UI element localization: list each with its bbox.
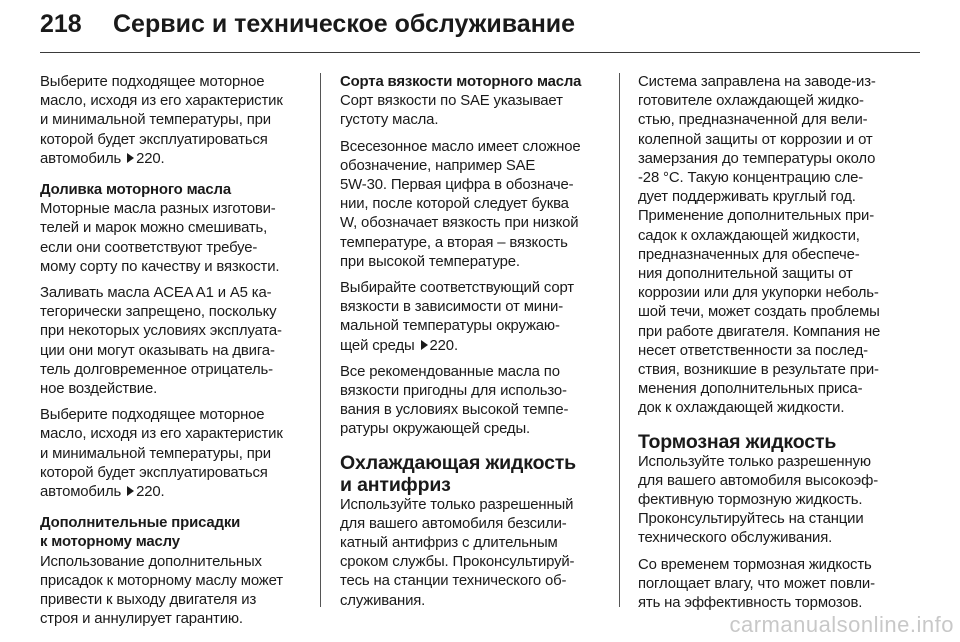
column-2	[340, 73, 620, 618]
paragraph: Сорт вязкости по SAE указывает густоту масла.	[340, 93, 563, 129]
section-oil-topping	[40, 181, 320, 502]
paragraph: Использование дополнительных присадок к моторному маслу может привести к выходу двигателя из строя и аннулирует гарантию.	[40, 553, 283, 628]
header-rule	[40, 52, 920, 53]
page-reference[interactable]: 220.	[125, 484, 164, 500]
column-3	[638, 73, 918, 620]
paragraph: Система заправлена на заводе-из- готовителе охлаждающей жидко- стью, предназначенной для вели- колепной защиты от коррозии и от замерзания до температуры около -28 °C. Такую концентрацию сле- дует поддерживать круглый год. Применение дополнительных при- садок к охлаждающей жидкости, предназначенных для обеспече- ния дополнительной защиты от коррозии или для укупорки неболь- шой течи, может создать проблемы при работе двигателя. Компания не несет ответственности за послед- ствия, возникшие в результате при- менения дополнительных приса- док к охлаждающей жидкости.	[638, 74, 881, 417]
paragraph: Используйте только разрешенную для вашего автомобиля высокоэф- фективную тормозную жидкость. Проконсультируйтесь на станции технического обслуживания.	[638, 453, 879, 547]
page-header	[0, 0, 960, 50]
column-1	[40, 73, 320, 641]
page-reference[interactable]: 220.	[419, 338, 458, 354]
page-number: 218	[40, 10, 82, 38]
reference-arrow-icon	[127, 486, 134, 496]
paragraph: Выберите подходящее моторное масло, исходя из его характеристик и минимальной температуры, при которой будет эксплуатироваться автомобиль 220.	[40, 407, 283, 501]
reference-arrow-icon	[421, 340, 428, 350]
reference-arrow-icon	[127, 153, 134, 163]
section-heading: Сорта вязкости моторного масла	[340, 74, 582, 90]
intro-block	[40, 73, 320, 169]
paragraph: Всесезонное масло имеет сложное обозначение, например SAE 5W-30. Первая цифра в обозначе- нии, после которой следует буква W, обозначает вязкость при низкой температуре, а вторая – вязкость при высокой температуре.	[340, 138, 581, 270]
page-title: Сервис и техническое обслуживание	[113, 10, 576, 38]
paragraph: Заливать масла ACEA A1 и A5 ка- тегорически запрещено, поскольку при некоторых условиях эксплуата- ции они могут оказывать на двига- тель долговременное отрицатель- ное воздействие.	[40, 285, 282, 398]
page-reference[interactable]: 220.	[125, 151, 164, 167]
paragraph: Со временем тормозная жидкость поглощает влагу, что может повли- ять на эффективность тормозов.	[638, 556, 875, 612]
paragraph: Все рекомендованные масла по вязкости пригодны для использо- вания в условиях высокой темпе- ратуры окружающей среды.	[340, 363, 569, 438]
watermark: carmanualsonline.info	[729, 612, 954, 637]
section-heading: Дополнительные присадки к моторному маслу	[40, 515, 241, 551]
section-additives	[40, 514, 320, 629]
paragraph: Выберите подходящее моторное масло, исходя из его характеристик и минимальной температуры, при которой будет эксплуатироваться автомобиль 220.	[40, 74, 283, 167]
section-heading-large: Охлаждающая жидкость и антифриз	[340, 451, 577, 496]
column-divider-1	[320, 73, 321, 607]
paragraph: Используйте только разрешенный для вашего автомобиля безсили- катный антифриз с длительным сроком службы. Проконсультируй- тесь на станции технического об- служивания.	[340, 496, 575, 609]
section-heading-large: Тормозная жидкость	[638, 430, 837, 453]
section-heading: Доливка моторного масла	[40, 182, 231, 199]
paragraph: Моторные масла разных изготови- телей и марок можно смешивать, если они соответствуют требуе- мому сорту по качеству и вязкости.	[40, 201, 280, 275]
paragraph: Выбирайте соответствующий сорт вязкости в зависимости от мини- мальной температуры окружаю- щей среды 220.	[340, 280, 574, 354]
